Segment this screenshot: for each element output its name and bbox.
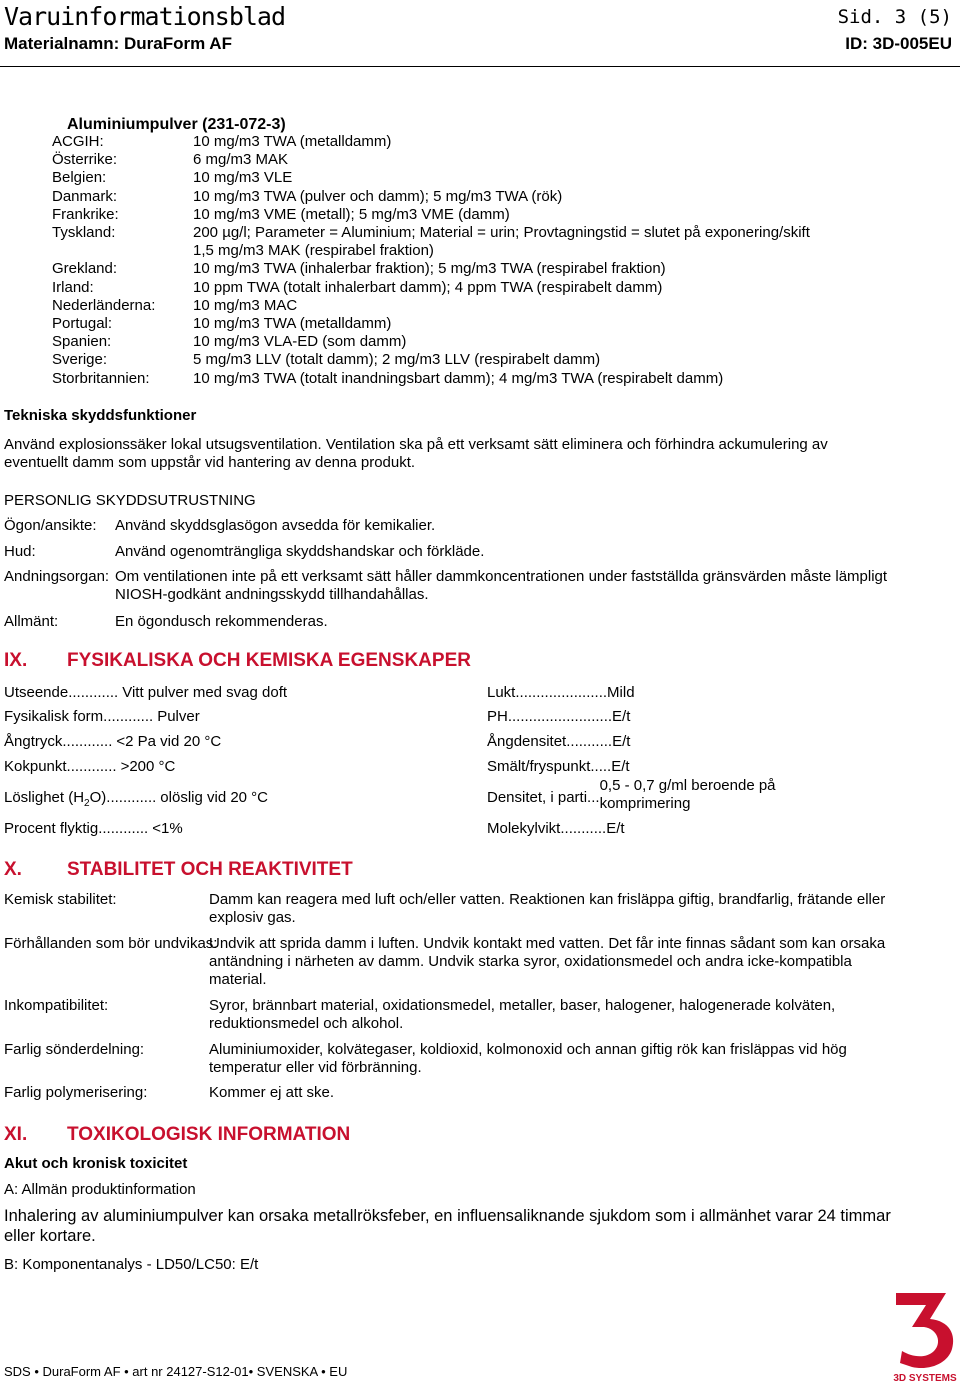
document-id: ID: 3D-005EU — [845, 34, 952, 53]
leader-dots: ............ — [106, 789, 157, 806]
property-label: Smält/fryspunkt — [487, 758, 591, 775]
property-label — [4, 820, 98, 837]
limit-value: 6 mg/m3 MAK — [193, 151, 289, 169]
property-value: Pulver — [157, 708, 200, 725]
limit-value: 10 mg/m3 TWA (totalt inandningsbart damm); 4 mg/m3 TWA (respirabelt damm) — [193, 369, 724, 387]
property-label — [4, 684, 68, 701]
limit-country: Belgien: — [52, 169, 107, 187]
limit-value: 10 mg/m3 TWA (metalldamm) — [193, 133, 392, 150]
section-9-title: FYSIKALISKA OCH KEMISKA EGENSKAPER — [67, 650, 471, 671]
document-title: Varuinformationsblad — [4, 2, 286, 31]
property-value: E/t — [612, 733, 631, 750]
limit-country: Sverige: — [52, 351, 108, 369]
property-label — [4, 733, 62, 750]
property-label: Lukt — [487, 684, 516, 701]
stability-label: Kemisk stabilitet: — [4, 891, 117, 908]
page-number: Sid. 3 (5) — [837, 6, 952, 28]
limit-value: 10 mg/m3 VLE — [193, 169, 293, 187]
property-row-right — [487, 758, 927, 776]
property-value: >200 °C — [120, 758, 176, 775]
limit-value: 10 mg/m3 TWA (inhalerbar fraktion); 5 mg/m3 TWA (respirabel fraktion) — [193, 260, 666, 278]
limit-country: Grekland: — [52, 260, 118, 278]
footer-text: SDS • DuraForm AF • art nr 24127-S12-01• SVENSKA • EU — [4, 1364, 348, 1379]
stability-label: Farlig sönderdelning: — [4, 1041, 145, 1058]
logo-text: 3D SYSTEMS — [893, 1373, 957, 1384]
property-name: Fysikalisk form — [4, 708, 104, 725]
leader-dots: ........... — [566, 733, 613, 750]
property-subscript: 2 — [84, 798, 90, 809]
leader-dots: ............ — [103, 708, 154, 725]
ppe-label: Allmänt: — [4, 613, 59, 630]
limit-value: 10 mg/m3 MAC — [193, 296, 298, 314]
ppe-value: Använd skyddsglasögon avsedda för kemikalier. — [115, 517, 436, 534]
stability-value: Aluminiumoxider, kolvätegaser, koldioxid, kolmonoxid och annan giftig rök kan frisläppas vid hög temperatur eller vid förbränning. — [209, 1041, 847, 1076]
property-value: E/t — [611, 758, 630, 775]
stability-label: Förhållanden som bör undvikas: — [4, 935, 218, 952]
company-logo — [890, 1285, 960, 1385]
ppe-value: Om ventilationen inte på ett verksamt sätt håller dammkoncentrationen under fastställda gränsvärden måste lämpligt NIOSH-godkänt andningsskydd tillhandahållas. — [115, 568, 888, 603]
header-divider — [0, 66, 960, 67]
property-name: Utseende — [4, 684, 69, 701]
limit-value: 200 µg/l; Parameter = Aluminium; Material = urin; Provtagningstid = slutet på exponering/skift — [193, 224, 810, 241]
limit-country: Frankrike: — [52, 205, 119, 223]
section-10-title: STABILITET OCH REAKTIVITET — [67, 859, 353, 880]
property-value: E/t — [612, 708, 631, 725]
limit-country: Storbritannien: — [52, 369, 150, 387]
property-label: Densitet, i parti — [487, 789, 588, 806]
stability-value: Syror, brännbart material, oxidationsmedel, metaller, baser, halogener, halogenerade kolväten, reduktionsmedel och alkohol. — [209, 997, 836, 1032]
property-value: 0,5 - 0,7 g/ml beroende på komprimering — [599, 777, 776, 812]
property-name: Kokpunkt — [4, 758, 67, 775]
ppe-label: Hud: — [4, 543, 36, 560]
property-value: <1% — [152, 820, 183, 837]
property-value: E/t — [606, 820, 625, 837]
component-analysis: B: Komponentanalys - LD50/LC50: E/t — [4, 1256, 259, 1273]
property-value: olöslig vid 20 °C — [160, 789, 269, 806]
leader-dots: ............ — [98, 820, 149, 837]
general-info-text: Inhalering av aluminiumpulver kan orsaka metallröksfeber, en influensaliknande sjukdom som i allmänhet varar 24 timmar eller kortare. — [4, 1207, 891, 1245]
property-label: PH — [487, 708, 508, 725]
limit-value: 10 ppm TWA (totalt inhalerbart damm); 4 ppm TWA (respirabelt damm) — [193, 278, 663, 296]
property-name: Löslighet (H — [4, 789, 85, 806]
limit-value: 10 mg/m3 VLA-ED (som damm) — [193, 333, 407, 351]
limit-country: Danmark: — [52, 187, 118, 205]
limit-country: Tyskland: — [52, 224, 116, 241]
property-row-left — [4, 758, 474, 776]
ppe-label: Andningsorgan: — [4, 568, 110, 585]
property-row-right — [487, 733, 927, 751]
property-name: Procent flyktig — [4, 820, 99, 837]
ppe-heading: PERSONLIG SKYDDSUTRUSTNING — [4, 492, 256, 509]
section-11-number: XI. — [4, 1124, 28, 1145]
limit-value: 1,5 mg/m3 MAK (respirabel fraktion) — [193, 242, 434, 260]
limit-country: ACGIH: — [52, 133, 104, 150]
leader-dots: ............ — [62, 733, 113, 750]
property-row-left — [4, 789, 474, 813]
toxicity-subheading: Akut och kronisk toxicitet — [4, 1155, 188, 1172]
leader-dots: ..... — [590, 758, 612, 775]
ppe-value: Använd ogenomträngliga skyddshandskar och förkläde. — [115, 543, 485, 560]
property-label: Ångdensitet — [487, 733, 567, 750]
leader-dots: ......................... — [507, 708, 613, 725]
property-label: Molekylvikt — [487, 820, 561, 837]
property-name: Ångtryck — [4, 733, 63, 750]
technical-text: Använd explosionssäker lokal utsugsventilation. Ventilation ska på ett verksamt sätt eliminera och förhindra ackumulering av eventuellt damm som uppstår vid hantering av denna produkt. — [4, 436, 828, 471]
property-name-suffix: O) — [89, 789, 107, 806]
limits-heading: Aluminiumpulver (231-072-3) — [67, 116, 286, 133]
stability-label: Farlig polymerisering: — [4, 1084, 148, 1101]
property-value: Mild — [607, 684, 635, 701]
material-name: Materialnamn: DuraForm AF — [4, 34, 232, 53]
logo-mark-icon — [890, 1285, 960, 1385]
limit-country: Irland: — [52, 278, 94, 296]
limit-country: Österrike: — [52, 151, 118, 169]
leader-dots: ... — [587, 789, 600, 806]
leader-dots: ...................... — [515, 684, 608, 701]
limit-country: Nederländerna: — [52, 296, 156, 314]
limit-value: 10 mg/m3 VME (metall); 5 mg/m3 VME (damm) — [193, 205, 510, 223]
property-value: Vitt pulver med svag doft — [122, 684, 288, 701]
ppe-value: En ögondusch rekommenderas. — [115, 613, 328, 630]
property-row-left — [4, 684, 474, 702]
stability-value: Kommer ej att ske. — [209, 1084, 335, 1101]
leader-dots: ............ — [68, 684, 119, 701]
property-row-right — [487, 777, 927, 813]
limit-value: 10 mg/m3 TWA (metalldamm) — [193, 315, 392, 332]
general-info-label: A: Allmän produktinformation — [4, 1181, 196, 1198]
section-9-number: IX. — [4, 650, 28, 671]
stability-label: Inkompatibilitet: — [4, 997, 109, 1014]
property-label — [4, 789, 107, 809]
section-11-title: TOXIKOLOGISK INFORMATION — [67, 1124, 351, 1145]
property-row-right — [487, 820, 927, 838]
limit-country: Portugal: — [52, 315, 113, 332]
leader-dots: ........... — [560, 820, 607, 837]
leader-dots: ............ — [66, 758, 117, 775]
technical-heading: Tekniska skyddsfunktioner — [4, 407, 197, 424]
document-header — [0, 0, 960, 68]
stability-value: Damm kan reagera med luft och/eller vatten. Reaktionen kan frisläppa giftig, brandfarlig, frätande eller explosiv gas. — [209, 891, 886, 926]
property-label — [4, 708, 103, 725]
property-row-left — [4, 708, 474, 726]
property-row-right — [487, 708, 927, 726]
limit-value: 10 mg/m3 TWA (pulver och damm); 5 mg/m3 TWA (rök) — [193, 187, 563, 205]
property-row-left — [4, 820, 474, 838]
limit-value: 5 mg/m3 LLV (totalt damm); 2 mg/m3 LLV (respirabelt damm) — [193, 351, 601, 369]
limit-country: Spanien: — [52, 333, 112, 351]
property-row-left — [4, 733, 474, 751]
section-10-number: X. — [4, 859, 22, 880]
property-label — [4, 758, 67, 775]
property-row-right — [487, 684, 927, 702]
stability-value: Undvik att sprida damm i luften. Undvik kontakt med vatten. Det får inte finnas sådant som kan orsaka antändning i närheten av damm. Undvik starka syror, oxidationsmedel och andra icke-kompatibla material. — [209, 935, 886, 988]
ppe-label: Ögon/ansikte: — [4, 517, 97, 534]
property-value: <2 Pa vid 20 °C — [116, 733, 222, 750]
